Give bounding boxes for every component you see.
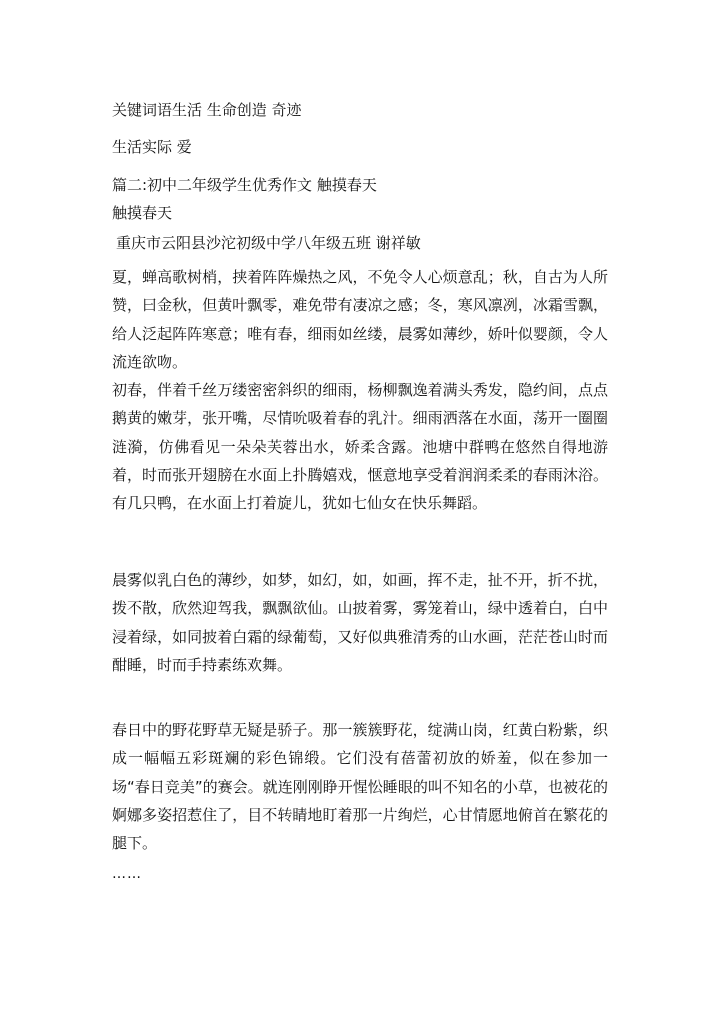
paragraph-2: 初春，伴着千丝万缕密密斜织的细雨，杨柳飘逸着满头秀发，隐约间，点点鹅黄的嫩芽，张开嘴，尽情吮吸着春的乳汁。细雨洒落在水面，荡开一圈圈涟漪，仿佛看见一朵朵芙蓉出水，娇柔含露。池塘中群鸭在悠然自得地游着，时而张开翅膀在水面上扑腾嬉戏，惬意地享受着润润柔柔的春雨沐浴。有几只鸭，在水面上打着旋儿，犹如七仙女在快乐舞蹈。 — [112, 381, 608, 513]
essay-title: 触摸春天 — [112, 204, 173, 222]
paragraph-4: 春日中的野花野草无疑是骄子。那一簇簇野花，绽满山岗，红黄白粉紫，织成一幅幅五彩斑斓的彩色锦缎。它们没有蓓蕾初放的娇羞，似在参加一场“春日竞美”的赛会。就连刚刚睁开惺忪睡眼的叫不知名的小草，也被花的婀娜多姿招惹住了，目不转睛地盯着那一片绚烂，心甘情愿地俯首在繁花的腿下。 — [112, 721, 608, 853]
section-heading: 篇二:初中二年级学生优秀作文 触摸春天 — [112, 176, 377, 194]
paragraph-3: 晨雾似乳白色的薄纱，如梦，如幻，如，如画，挥不走，扯不开，折不扰，拨不散，欣然迎驾我，飘飘欲仙。山披着雾，雾笼着山，绿中透着白，白中浸着绿，如同披着白霜的绿葡萄，又好似典雅清秀的山水画，茫茫苍山时而酣睡，时而手持素练欢舞。 — [112, 571, 608, 674]
paragraph-1: 夏，蝉高歌树梢，挟着阵阵燥热之风，不免令人心烦意乱；秋，自古为人所赞，曰金秋，但黄叶飘零，难免带有凄凉之感；冬，寒风凛冽，冰霜雪飘，给人泛起阵阵寒意；唯有春，细雨如丝缕，晨雾如薄纱，娇叶似婴颜，令人流连欲吻。 — [112, 268, 608, 371]
sub-keywords-line: 生活实际 爱 — [112, 138, 192, 156]
keywords-line: 关键词语生活 生命创造 奇迹 — [112, 101, 302, 119]
author-line: 重庆市云阳县沙沱初级中学八年级五班 谢祥敏 — [116, 234, 421, 252]
ellipsis: …… — [112, 866, 142, 882]
